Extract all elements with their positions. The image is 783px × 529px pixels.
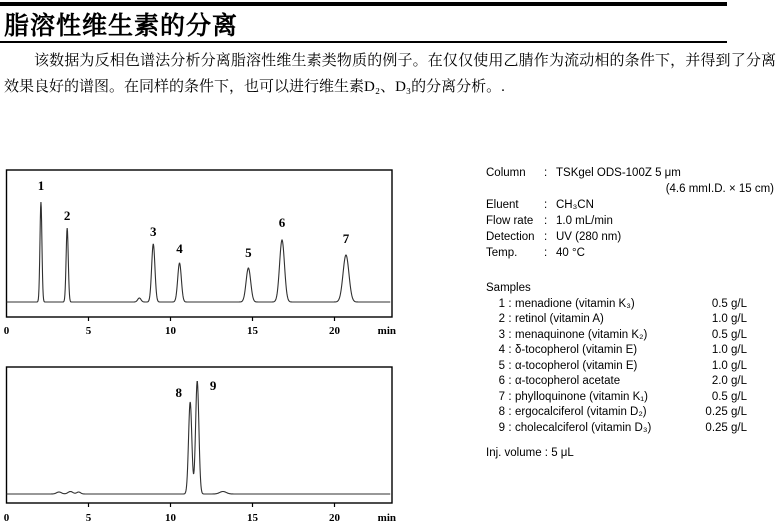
x-axis-unit-label: min [377,325,396,337]
condition-label: Detection [486,231,535,243]
sample-concentration: 2.0 g/L [711,375,747,387]
condition-colon: : [544,199,548,211]
condition-row [486,229,777,245]
sample-number: 3 [498,328,505,341]
condition-value: 40 °C [556,247,585,259]
chromatogram-upper-svg [0,160,400,345]
sample-name: phylloquinone (vitamin K₁) [515,390,649,403]
sample-number: 7 [498,390,505,403]
chromatogram-upper [0,160,400,345]
condition-value: CH₃CN [556,199,594,211]
sample-concentration: 0.25 g/L [705,406,747,418]
x-axis-tick-label: 0 [3,325,10,337]
sample-number: 6 [498,375,505,387]
x-axis-tick-label: 15 [247,512,258,524]
x-axis-tick-label: 10 [165,512,176,524]
sample-number: 5 [498,359,505,372]
injection-volume: Inj. volume : 5 μL [486,447,574,459]
x-axis-tick-label: 5 [85,325,92,337]
sample-number: 2 [498,313,505,325]
x-axis-tick-label: 10 [165,325,176,337]
sample-name: cholecalciferol (vitamin D₃) [515,421,652,434]
condition-row [486,197,777,213]
sample-row [486,390,747,406]
sample-name: α-tocopherol (vitamin E) [515,359,638,372]
condition-value: 1.0 mL/min [556,215,613,227]
sample-row [486,343,747,359]
sample-number: 4 [498,344,505,356]
peak-label: 7 [342,231,350,246]
conditions-panel [486,165,777,462]
condition-colon: : [544,247,548,259]
sample-concentration: 1.0 g/L [711,359,747,372]
peak-label: 6 [278,215,286,230]
sample-row [486,359,747,375]
peak-label: 9 [209,378,217,393]
sample-row [486,374,747,390]
sample-row [486,405,747,421]
sample-colon: : [508,313,512,325]
x-axis-tick-label: 0 [3,512,10,524]
sample-row [486,312,747,328]
peak-label: 2 [63,208,71,223]
sample-colon: : [508,406,512,418]
peak-label: 8 [175,385,182,400]
page-title: 脂溶性维生素的分离 [4,13,239,40]
sample-number: 1 [498,297,505,310]
sample-name: menaquinone (vitamin K₂) [515,328,648,341]
sample-name: ergocalciferol (vitamin D₂) [515,406,647,418]
sample-colon: : [508,375,512,387]
sample-name: retinol (vitamin A) [515,313,604,325]
sample-row [486,297,747,313]
peak-label: 5 [245,245,252,260]
x-axis-tick-label: 20 [329,325,340,337]
intro-paragraph: 该数据为反相色谱法分析分离脂溶性维生素类物质的例子。在仅仅使用乙腈作为流动相的条件下，并得到了分离效果良好的谱图。在同样的条件下，也可以进行维生素D₂、D₃的分离分析。. [4,53,776,95]
sample-concentration: 0.5 g/L [711,390,747,403]
condition-row [486,213,777,229]
sample-colon: : [508,328,512,341]
x-axis-unit-label: min [377,512,396,524]
sample-number: 8 [498,406,505,418]
sample-name: menadione (vitamin K₃) [515,297,635,310]
x-axis-tick-label: 20 [329,512,340,524]
samples-heading: Samples [486,282,531,294]
sample-concentration: 0.5 g/L [711,328,747,341]
x-axis-tick-label: 5 [85,512,92,524]
sample-colon: : [508,344,512,356]
x-axis-tick-label: 15 [247,325,258,337]
condition-label: Temp. [486,247,518,259]
title-underline-rule [0,41,727,43]
condition-row [486,181,777,197]
sample-concentration: 1.0 g/L [711,313,747,325]
condition-colon: : [544,231,548,243]
condition-row [486,245,777,261]
sample-concentration: 0.25 g/L [705,421,747,434]
peak-label: 4 [176,241,183,256]
sample-name: α-tocopherol acetate [515,375,621,387]
condition-value: UV (280 nm) [556,231,622,243]
condition-colon: : [544,215,548,227]
sample-colon: : [508,297,512,310]
sample-row [486,421,747,437]
chromatogram-lower [0,355,400,524]
peak-label: 3 [150,224,157,239]
sample-colon: : [508,421,512,434]
peak-label: 1 [37,178,45,193]
sample-row [486,328,747,344]
sample-number: 9 [498,421,505,434]
sample-colon: : [508,390,512,403]
condition-label: Flow rate [486,215,534,227]
condition-value: TSKgel ODS-100Z 5 μm [556,167,681,179]
sample-colon: : [508,359,512,372]
condition-label: Eluent [486,199,519,211]
condition-row [486,165,777,181]
sample-name: δ-tocopherol (vitamin E) [515,344,638,356]
samples-list [486,297,747,437]
sample-concentration: 0.5 g/L [711,297,747,310]
condition-label: Column [486,167,526,179]
condition-value: (4.6 mmI.D. × 15 cm) [665,183,774,195]
conditions-list [486,165,777,261]
chromatogram-lower-svg [0,355,400,524]
sample-concentration: 1.0 g/L [711,344,747,356]
condition-colon: : [544,167,548,179]
chromatogram-trace [7,382,391,494]
